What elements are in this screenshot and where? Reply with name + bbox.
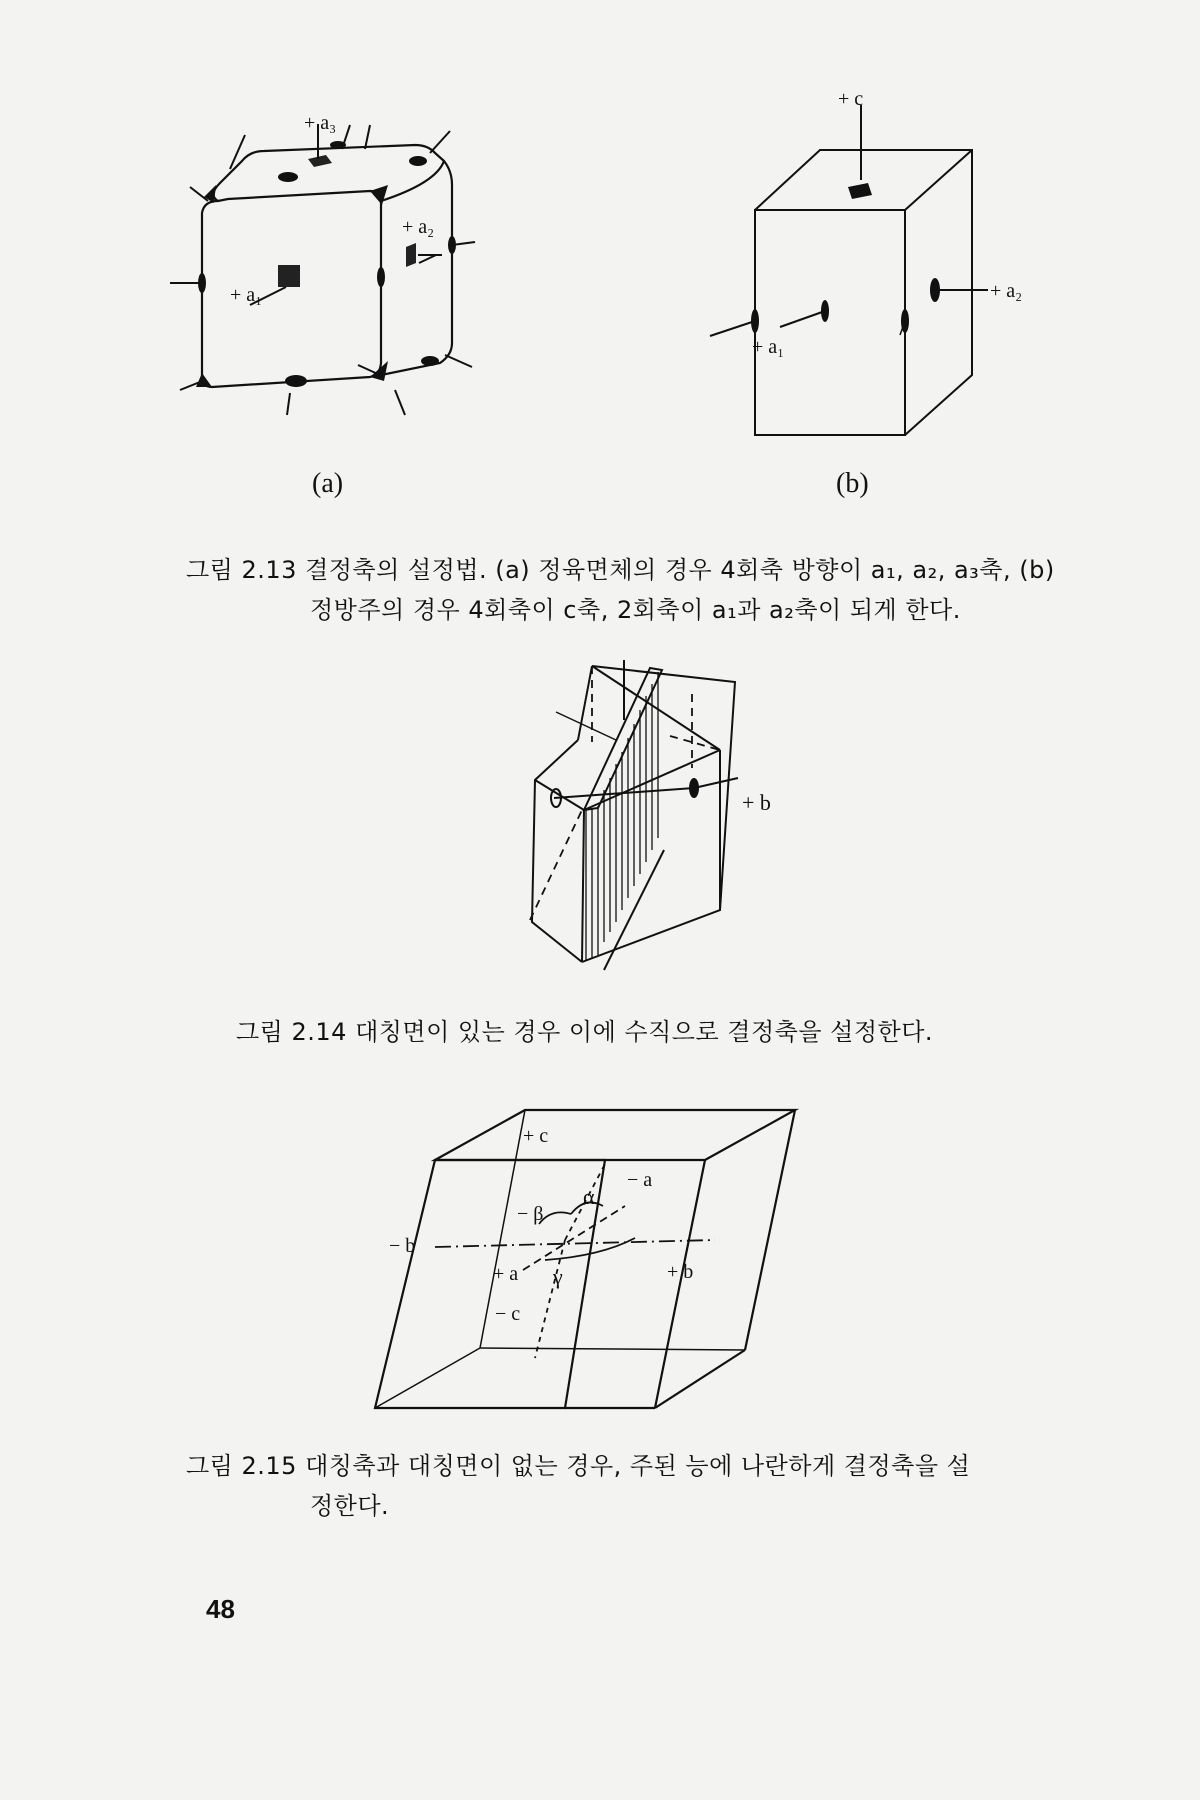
caption-2-13-line2: 정방주의 경우 4회축이 c축, 2회축이 a₁과 a₂축이 되게 한다. [310,596,961,624]
label-beta: − β [517,1203,544,1225]
caption-figure-2-13 [186,550,1066,630]
label-gamma: γ [553,1264,563,1289]
caption-2-15-line1: 그림 2.15 대칭축과 대칭면이 없는 경우, 주된 능에 나란하게 결정축을 설 [186,1452,971,1480]
figure-2-15-triclinic [375,1100,835,1420]
figure-2-13a-cube [190,105,530,485]
figure-2-13b-prism [740,88,1040,425]
caption-2-15-line2: 정한다. [310,1492,390,1520]
page-number: 48 [206,1594,235,1624]
label-plus-a2-cube: + a₂ [402,216,435,238]
caption-figure-2-14: 그림 2.14 대칭면이 있는 경우 이에 수직으로 결정축을 설정한다. [236,1018,934,1046]
label-minus-c-triclinic: − c [495,1303,521,1325]
label-plus-a1-prism: + a₁ [752,336,785,358]
label-minus-b-triclinic: − b [389,1235,416,1257]
caption-figure-2-15 [186,1446,1066,1526]
label-plus-a2-prism: + a₂ [990,280,1023,302]
monoclinic-diagram [520,660,780,970]
figure-2-14-monoclinic [520,660,780,970]
label-alpha: α [583,1184,595,1209]
triclinic-diagram [375,1100,835,1420]
label-plus-b-monoclinic: + b [742,790,771,815]
label-plus-c-triclinic: + c [523,1125,549,1147]
label-minus-a-triclinic: − a [627,1169,653,1191]
sublabel-a: (a) [312,468,344,499]
caption-2-13-line1: 그림 2.13 결정축의 설정법. (a) 정육면체의 경우 4회축 방향이 a₁, a₂, a₃축, (b) [186,556,1055,584]
label-plus-a3: + a₃ [304,112,337,134]
label-plus-a1-cube: + a₁ [230,284,263,306]
sublabel-b: (b) [836,468,869,499]
label-plus-c-prism: + c [838,88,864,110]
prism-diagram [740,88,1040,425]
label-plus-b-triclinic: + b [667,1261,694,1283]
label-plus-a-triclinic: + a [493,1263,519,1285]
cube-diagram [190,105,530,485]
